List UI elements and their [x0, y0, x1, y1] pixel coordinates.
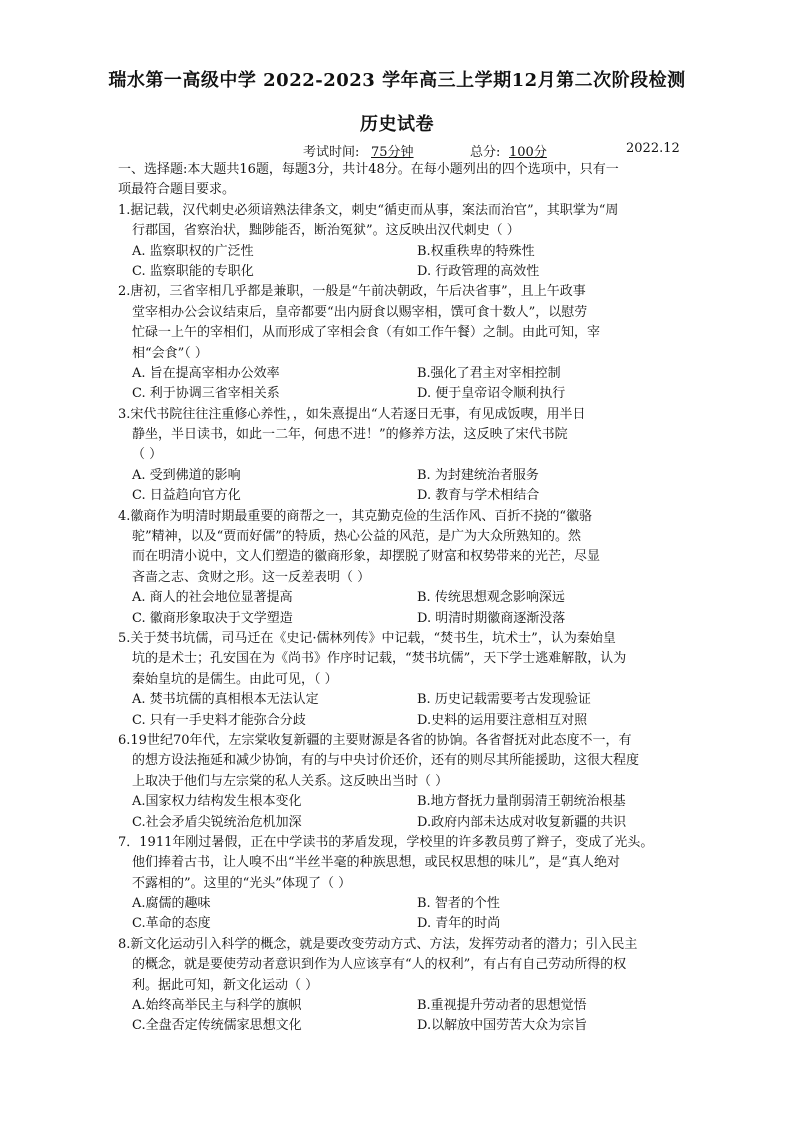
option-c[interactable]: C. 监察职能的专职化: [132, 263, 254, 279]
exam-date: 2022.12: [626, 141, 680, 156]
option-a[interactable]: A.国家权力结构发生根本变化: [132, 794, 302, 810]
option-d[interactable]: D. 青年的时尚: [417, 916, 501, 932]
option-b[interactable]: B. 为封建统治者服务: [417, 467, 539, 483]
question-text: 相“会食”（ ）: [132, 345, 208, 361]
exam-meta: [0, 141, 794, 161]
section-heading-cont: 项最符合题目要求。: [118, 182, 236, 198]
option-row: [118, 242, 678, 262]
question-text: 忙碌一上午的宰相们，从而形成了宰相会食（有如工作午餐）之制。由此可知，宰: [132, 325, 601, 341]
question-8: [118, 935, 678, 1037]
option-b[interactable]: B. 传统思想观念影响深远: [417, 590, 565, 606]
option-c[interactable]: C. 只有一手史料才能弥合分歧: [132, 712, 306, 728]
option-row: [118, 609, 678, 629]
option-c[interactable]: C.全盘否定传统儒家思想文化: [132, 1018, 302, 1034]
option-a[interactable]: A.腐儒的趣味: [132, 896, 211, 912]
question-1: [118, 201, 678, 283]
question-6: [118, 731, 678, 833]
option-row: [118, 1016, 678, 1036]
option-b[interactable]: B.强化了君主对宰相控制: [417, 365, 561, 381]
option-row: [118, 813, 678, 833]
question-text: 的概念，就是要使劳动者意识到作为人应该享有“人的权利”，有占有自己劳动所得的权: [132, 957, 627, 973]
option-row: [118, 262, 678, 282]
question-text: 不露相的”。这里的“光头”体现了（ ）: [132, 875, 352, 891]
option-row: [118, 588, 678, 608]
option-a[interactable]: A. 受到佛道的影响: [132, 467, 241, 483]
question-4: [118, 507, 678, 629]
question-text: 4.徽商作为明清时期最重要的商帮之一，其克勤克俭的生活作风、百折不挠的“徽骆: [118, 508, 593, 524]
question-text: 2.唐初，三省宰相几乎都是兼职，一般是“午前决朝政，午后决省事”，且上午政事: [118, 284, 586, 300]
option-d[interactable]: D.以解放中国劳苦大众为宗旨: [417, 1018, 588, 1034]
question-5: [118, 629, 678, 731]
option-b[interactable]: B.重视提升劳动者的思想觉悟: [417, 998, 587, 1014]
question-text: 而在明清小说中，文人们塑造的徽商形象，却摆脱了财富和权势带来的光芒，尽显: [132, 549, 601, 565]
section-heading: 一、选择题:本大题共16题，每题3分，共计48分。在每小题列出的四个选项中，只有一: [118, 162, 619, 177]
question-text: 静坐，半日读书，如此一二年，何患不进！”的修养方法，这反映了宋代书院: [132, 427, 568, 443]
option-a[interactable]: A. 焚书坑儒的真相根本无法认定: [132, 692, 319, 708]
question-text: 5.关于焚书坑儒，司马迁在《史记·儒林列传》中记载，“焚书生，坑术士”，认为秦始皇: [118, 630, 616, 646]
option-row: [118, 384, 678, 404]
option-d[interactable]: D. 教育与学术相结合: [417, 488, 540, 504]
question-text: 上取决于他们与左宗棠的私人关系。这反映出当时（ ）: [132, 773, 449, 789]
question-text: 驼”精神，以及“贾而好儒”的特质，热心公益的风范，是广为大众所熟知的。然: [132, 529, 581, 545]
exam-time-label: 考试时间:: [303, 145, 360, 160]
option-d[interactable]: D.史料的运用要注意相互对照: [417, 712, 588, 728]
question-text: 1.据记载，汉代刺史必须谙熟法律条文，刺史“循吏而从事，案法而治官”，其职掌为“周: [118, 202, 619, 218]
option-row: [118, 466, 678, 486]
question-text: （ ）: [132, 447, 163, 463]
option-c[interactable]: C.革命的态度: [132, 916, 211, 932]
option-row: [118, 711, 678, 731]
question-text: 6.19世纪70年代，左宗棠收复新疆的主要财源是各省的协饷。各省督抚对此态度不一，有: [118, 732, 632, 748]
question-7: [118, 833, 678, 935]
option-row: [118, 364, 678, 384]
option-c[interactable]: C. 徽商形象取决于文学塑造: [132, 610, 293, 626]
option-row: [118, 996, 678, 1016]
question-text: 3.宋代书院往往注重修心养性，，如朱熹提出“人若逐日无事，有见成饭喫，用半日: [118, 406, 586, 422]
question-text: 他们捧着古书，让人嗅不出“半丝半毫的种族思想，或民权思想的味儿”，是“真人绝对: [132, 855, 620, 871]
option-row: [118, 914, 678, 934]
score-value: 100分: [509, 145, 547, 160]
exam-time-value: 75分钟: [371, 145, 414, 160]
option-a[interactable]: A.始终高举民主与科学的旗帜: [132, 998, 302, 1014]
question-text: 的想方设法拖延和减少协饷，有的与中央讨价还价，还有的则尽其所能援助，这很大程度: [132, 753, 640, 769]
option-row: [118, 792, 678, 812]
option-d[interactable]: D. 明清时期徽商逐渐没落: [417, 610, 566, 626]
option-c[interactable]: C. 利于协调三省宰相关系: [132, 386, 280, 402]
exam-subtitle: 历史试卷: [360, 114, 434, 135]
option-b[interactable]: B. 历史记载需要考古发现验证: [417, 692, 591, 708]
question-text: 利。据此可知，新文化运动（ ）: [132, 977, 319, 993]
question-text: 行郡国，省察治状，黜陟能否，断治冤狱”。这反映出汉代刺史（ ）: [132, 223, 520, 239]
option-row: [118, 486, 678, 506]
option-a[interactable]: A. 旨在提高宰相办公效率: [132, 365, 280, 381]
question-text: 坑的是术士；孔安国在为《尚书》作序时记载，“焚书坑儒”，天下学士逃难解散，认为: [132, 651, 627, 667]
option-d[interactable]: D.政府内部未达成对收复新疆的共识: [417, 814, 627, 830]
option-b[interactable]: B.地方督抚力量削弱清王朝统治根基: [417, 794, 626, 810]
score-label: 总分:: [470, 145, 501, 160]
question-text: 7．1911年刚过暑假，正在中学读书的茅盾发现，学校里的许多教员剪了辫子，变成了光头。: [118, 834, 654, 850]
option-a[interactable]: A. 监察职权的广泛性: [132, 243, 254, 259]
question-text: 8.新文化运动引入科学的概念，就是要改变劳动方式、方法，发挥劳动者的潜力；引入民主: [118, 936, 638, 952]
question-text: 堂宰相办公会议结束后，皇帝都要“出内厨食以赐宰相，馔可食十数人”，以慰劳: [132, 304, 588, 320]
option-c[interactable]: C.社会矛盾尖锐统治危机加深: [132, 814, 302, 830]
option-row: [118, 690, 678, 710]
question-2: [118, 282, 678, 404]
question-text: 秦始皇坑的是儒生。由此可见，（ ）: [132, 671, 338, 687]
option-d[interactable]: D. 便于皇帝诏令顺利执行: [417, 386, 566, 402]
option-a[interactable]: A. 商人的社会地位显著提高: [132, 590, 293, 606]
question-3: [118, 405, 678, 507]
option-c[interactable]: C. 日益趋向官方化: [132, 488, 241, 504]
question-section: [118, 160, 678, 1037]
option-d[interactable]: D. 行政管理的高效性: [417, 263, 540, 279]
option-b[interactable]: B. 智者的个性: [417, 896, 500, 912]
exam-title: 瑞水第一高级中学 2022-2023 学年高三上学期12月第二次阶段检测: [108, 70, 686, 91]
option-b[interactable]: B.权重秩卑的特殊性: [417, 243, 535, 259]
option-row: [118, 894, 678, 914]
question-text: 吝啬之志、贪财之形。这一反差表明（ ）: [132, 569, 371, 585]
